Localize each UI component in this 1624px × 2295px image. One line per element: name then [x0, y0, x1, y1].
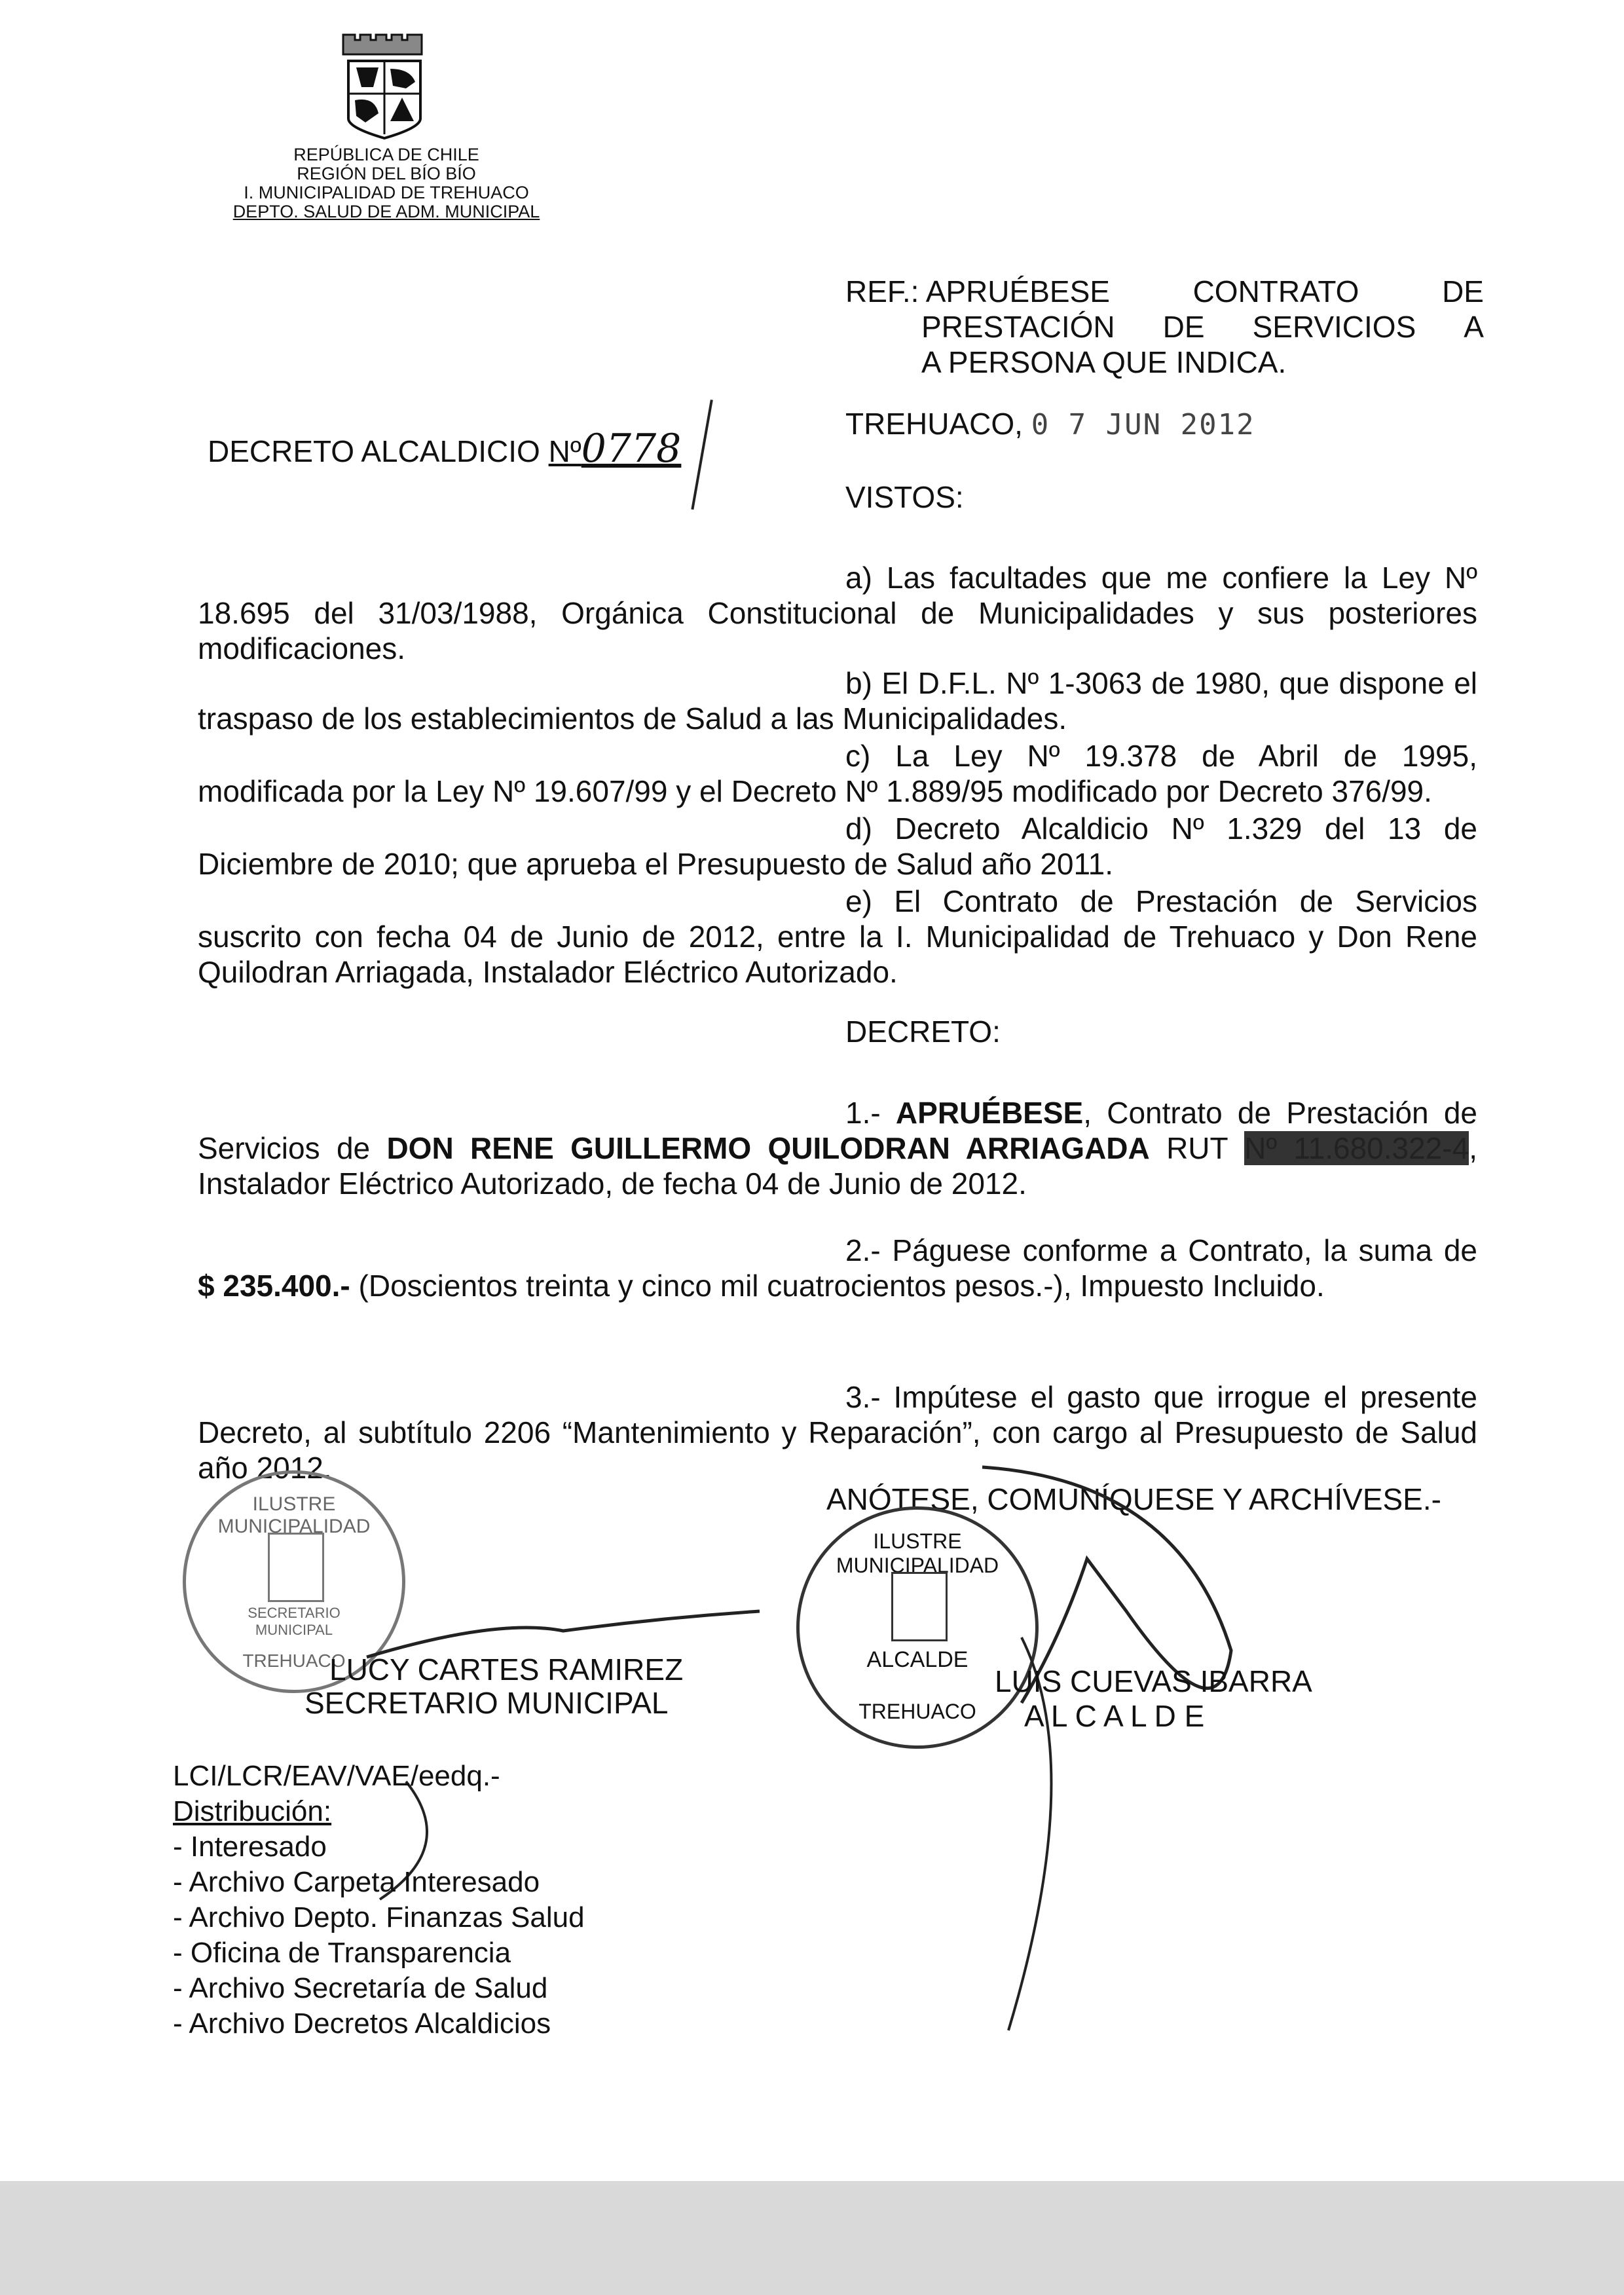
ref-word: DE — [1442, 274, 1484, 308]
text: , Contrato de Prestación de Servicios de — [198, 1096, 1478, 1165]
initials: LCI/LCR/EAV/VAE/eedq.- — [173, 1760, 500, 1792]
secretary-name: LUCY CARTES RAMIREZ — [329, 1652, 684, 1687]
ref-word: SERVICIOS — [1252, 310, 1416, 344]
secretary-title: SECRETARIO MUNICIPAL — [304, 1686, 669, 1720]
scan-edge — [0, 2181, 1624, 2295]
letterhead-line: DEPTO. SALUD DE ADM. MUNICIPAL — [232, 202, 540, 221]
mayor-name: LUIS CUEVAS IBARRA — [995, 1664, 1312, 1698]
decreto-item-2 — [198, 1233, 1477, 1303]
stamp-text: TREHUACO — [242, 1651, 346, 1671]
text: 2.- Páguese conforme a Contrato, la suma de — [845, 1233, 1477, 1267]
contractor-name: DON RENE GUILLERMO QUILODRAN ARRIAGADA — [386, 1131, 1150, 1165]
distribution-heading: Distribución: — [173, 1795, 332, 1827]
vistos-item-a: a) Las facultades que me confiere la Ley Nº 18.695 del 31/03/1988, Orgánica Constitucional de Municipalidades y sus posteriores modificaciones. — [198, 561, 1477, 665]
ref-word: CONTRATO — [1192, 274, 1359, 308]
vistos-item-b: b) El D.F.L. Nº 1-3063 de 1980, que dispone el traspaso de los establecimientos de Salud a las Municipalidades. — [198, 666, 1477, 736]
letterhead-line: I. MUNICIPALIDAD DE TREHUACO — [244, 183, 529, 202]
ref-word: PRESTACIÓN — [921, 310, 1115, 344]
letterhead-line: REGIÓN DEL BÍO BÍO — [297, 164, 476, 183]
decree-number — [208, 426, 682, 472]
distribution-block — [173, 1759, 585, 2042]
ref-line: A PERSONA QUE INDICA. — [921, 345, 1287, 379]
amount: $ 235.400.- — [198, 1269, 350, 1303]
letterhead — [196, 145, 576, 221]
text: , Instalador Eléctrico Autorizado, de fecha 04 de Junio de 2012. — [198, 1131, 1477, 1201]
distribution-item: - Interesado — [173, 1831, 327, 1863]
distribution-item: - Archivo Decretos Alcaldicios — [173, 2007, 551, 2040]
vistos-item-c: c) La Ley Nº 19.378 de Abril de 1995, modificada por la Ley Nº 19.607/99 y el Decreto Nº 1.889/95 modificado por Decreto 376/99. — [198, 739, 1477, 808]
decree-number-prefix: Nº — [548, 434, 581, 468]
text: RUT — [1149, 1131, 1245, 1165]
distribution-item: - Archivo Depto. Finanzas Salud — [173, 1901, 585, 1933]
stamp-text: ILUSTRE MUNICIPALIDAD — [836, 1529, 999, 1577]
municipal-crest-icon — [337, 29, 432, 141]
decreto-item-1 — [198, 1095, 1477, 1201]
ref-word: DE — [1162, 310, 1205, 344]
date-stamp: 0 7 JUN 2012 — [1031, 408, 1255, 441]
decree-label: DECRETO ALCALDICIO — [208, 434, 540, 468]
vistos-item-e: e) El Contrato de Prestación de Servicios suscrito con fecha 04 de Junio de 2012, entre la I. Municipalidad de Trehuaco y Don Rene Quilodran Arriagada, Instalador Eléctrico Autorizado. — [198, 884, 1477, 989]
handwritten-slash-mark — [691, 400, 719, 511]
reference-block — [845, 274, 1484, 380]
decreto-heading: DECRETO: — [845, 1015, 1001, 1049]
decreto-item-3: 3.- Impútese el gasto que irrogue el presente Decreto, al subtítulo 2206 “Mantenimiento y Reparación”, con cargo al Presupuesto de Salud año 2012. — [198, 1380, 1477, 1485]
stamp-text: ALCALDE — [866, 1647, 969, 1672]
place: TREHUACO, — [845, 407, 1023, 441]
ref-label: REF.: — [845, 274, 919, 308]
closing-formula: ANÓTESE, COMUNÍQUESE Y ARCHÍVESE.- — [826, 1482, 1441, 1516]
ref-word: APRUÉBESE — [925, 274, 1110, 308]
distribution-item: - Archivo Carpeta Interesado — [173, 1866, 540, 1898]
ref-word: A — [1464, 310, 1484, 344]
bold-text: APRUÉBESE — [895, 1096, 1084, 1130]
decree-number-handwritten: 0778 — [581, 426, 682, 472]
vistos-item-d: d) Decreto Alcaldicio Nº 1.329 del 13 de Diciembre de 2010; que aprueba el Presupuesto de Salud año 2011. — [198, 812, 1477, 881]
stamp-text: TREHUACO — [858, 1700, 976, 1723]
distribution-item: - Oficina de Transparencia — [173, 1937, 511, 1969]
distribution-item: - Archivo Secretaría de Salud — [173, 1972, 548, 2004]
letterhead-line: REPÚBLICA DE CHILE — [293, 145, 479, 164]
stamp-text: SECRETARIO MUNICIPAL — [248, 1605, 341, 1638]
place-date — [845, 406, 1255, 443]
item-number: 1.- — [845, 1096, 881, 1130]
vistos-heading: VISTOS: — [845, 480, 964, 514]
rut-redacted: Nº 11.680.322-4 — [1244, 1131, 1469, 1165]
stamp-text: ILUSTRE MUNICIPALIDAD — [217, 1493, 371, 1537]
mayor-title: A L C A L D E — [1024, 1699, 1205, 1733]
text: (Doscientos treinta y cinco mil cuatrocientos pesos.-), Impuesto Incluido. — [350, 1269, 1325, 1303]
